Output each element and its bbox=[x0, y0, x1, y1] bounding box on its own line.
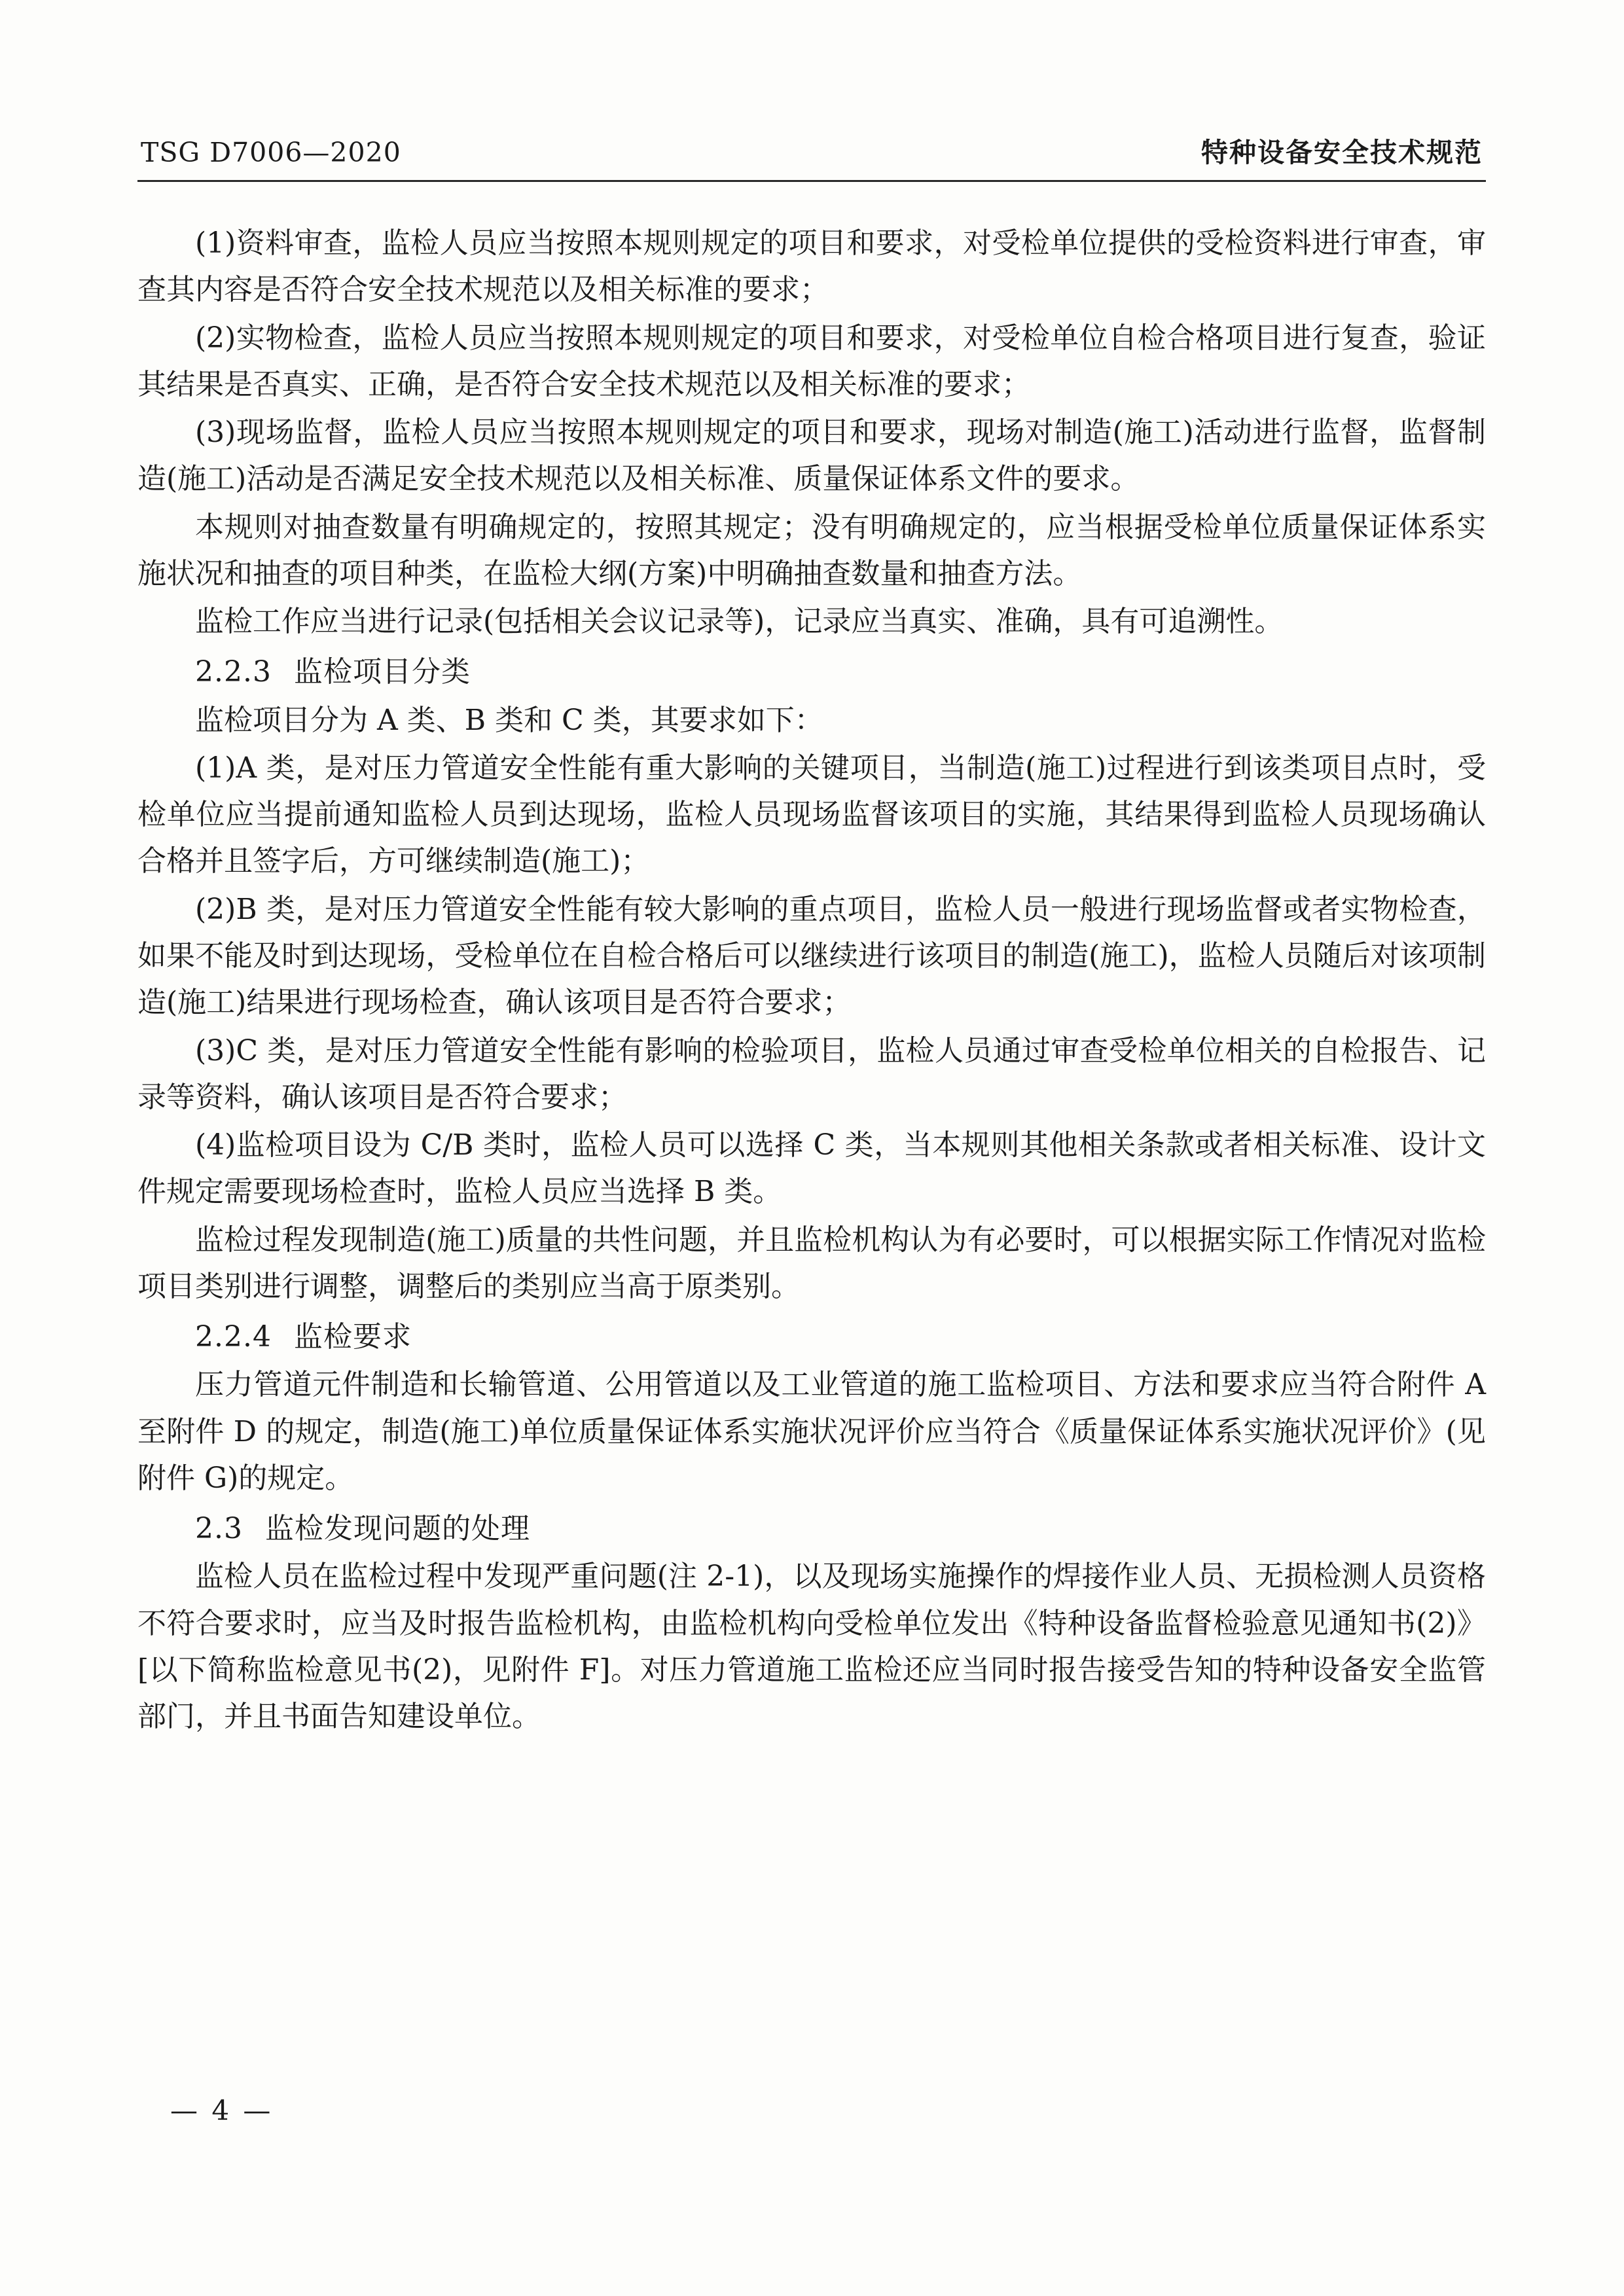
section-title: 监检发现问题的处理 bbox=[264, 1512, 530, 1546]
page-content bbox=[137, 131, 1486, 1742]
paragraph: (2)实物检查，监检人员应当按照本规则规定的项目和要求，对受检单位自检合格项目进行复查，验证其结果是否真实、正确，是否符合安全技术规范以及相关标准的要求； bbox=[137, 321, 1486, 401]
paragraph: 监检过程发现制造(施工)质量的共性问题，并且监检机构认为有必要时，可以根据实际工作情况对监检项目类别进行调整，调整后的类别应当高于原类别。 bbox=[137, 1223, 1486, 1303]
section-heading-2-3 bbox=[137, 1505, 1486, 1552]
page-number: — 4 — bbox=[170, 2094, 274, 2126]
section-title: 监检项目分类 bbox=[293, 655, 471, 689]
paragraph: 监检人员在监检过程中发现严重问题(注 2-1)，以及现场实施操作的焊接作业人员、无损检测人员资格不符合要求时，应当及时报告监检机构，由监检机构向受检单位发出《特种设备监督检验意见通知书(2)》[以下简称监检意见书(2)，见附件 F]。对压力管道施工监检还应当同时报告接受告知的特种设备安全监管部门，并且书面告知建设单位。 bbox=[137, 1560, 1486, 1734]
section-number: 2.2.3 bbox=[195, 655, 272, 689]
paragraph: 监检工作应当进行记录(包括相关会议记录等)，记录应当真实、准确，具有可追溯性。 bbox=[195, 605, 1284, 639]
section-number: 2.2.4 bbox=[195, 1320, 272, 1354]
paragraph: (3)C 类，是对压力管道安全性能有影响的检验项目，监检人员通过审查受检单位相关的自检报告、记录等资料，确认该项目是否符合要求； bbox=[137, 1033, 1486, 1114]
section-heading-2-2-4 bbox=[137, 1314, 1486, 1360]
standard-title: 特种设备安全技术规范 bbox=[1201, 137, 1483, 168]
standard-code: TSG D7006—2020 bbox=[141, 137, 401, 168]
page-footer bbox=[137, 2094, 1486, 2126]
paragraph: (1)A 类，是对压力管道安全性能有重大影响的关键项目，当制造(施工)过程进行到该类项目点时，受检单位应当提前通知监检人员到达现场，监检人员现场监督该项目的实施，其结果得到监检人员现场确认合格并且签字后，方可继续制造(施工)； bbox=[137, 751, 1486, 878]
paragraph: (3)现场监督，监检人员应当按照本规则规定的项目和要求，现场对制造(施工)活动进行监督，监督制造(施工)活动是否满足安全技术规范以及相关标准、质量保证体系文件的要求。 bbox=[137, 416, 1486, 496]
paragraph: 本规则对抽查数量有明确规定的，按照其规定；没有明确规定的，应当根据受检单位质量保证体系实施状况和抽查的项目种类，在监检大纲(方案)中明确抽查数量和抽查方法。 bbox=[137, 510, 1486, 590]
section-number: 2.3 bbox=[195, 1512, 243, 1546]
section-title: 监检要求 bbox=[293, 1320, 412, 1354]
section-heading-2-2-3 bbox=[137, 649, 1486, 695]
paragraph: (1)资料审查，监检人员应当按照本规则规定的项目和要求，对受检单位提供的受检资料进行审查，审查其内容是否符合安全技术规范以及相关标准的要求； bbox=[137, 226, 1486, 307]
paragraph: (4)监检项目设为 C/B 类时，监检人员可以选择 C 类，当本规则其他相关条款或者相关标准、设计文件规定需要现场检查时，监检人员应当选择 B 类。 bbox=[137, 1128, 1486, 1209]
paragraph: (2)B 类，是对压力管道安全性能有较大影响的重点项目，监检人员一般进行现场监督或者实物检查，如果不能及时到达现场，受检单位在自检合格后可以继续进行该项目的制造(施工)，监检人员随后对该项制造(施工)结果进行现场检查，确认该项目是否符合要求； bbox=[137, 892, 1486, 1020]
header-divider bbox=[137, 180, 1486, 182]
body-text bbox=[137, 220, 1486, 1740]
page-header bbox=[137, 131, 1486, 170]
paragraph: 监检项目分为 A 类、B 类和 C 类，其要求如下： bbox=[195, 703, 823, 737]
paragraph: 压力管道元件制造和长输管道、公用管道以及工业管道的施工监检项目、方法和要求应当符合附件 A 至附件 D 的规定，制造(施工)单位质量保证体系实施状况评价应当符合《质量保证体系实施状况评价》(见附件 G)的规定。 bbox=[137, 1368, 1486, 1495]
